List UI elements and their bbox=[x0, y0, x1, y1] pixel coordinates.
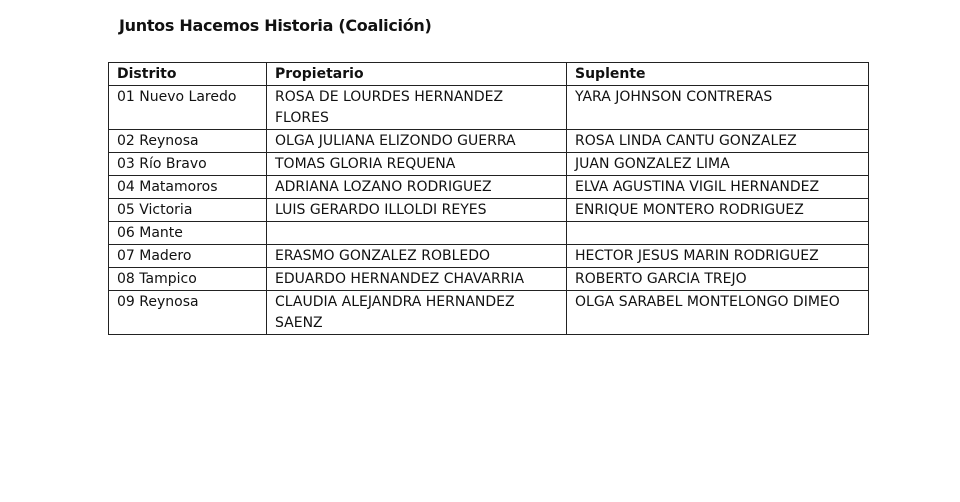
cell-distrito: 07 Madero bbox=[109, 245, 267, 268]
cell-suplente: HECTOR JESUS MARIN RODRIGUEZ bbox=[567, 245, 869, 268]
cell-propietario: OLGA JULIANA ELIZONDO GUERRA bbox=[267, 130, 567, 153]
header-distrito: Distrito bbox=[109, 63, 267, 86]
cell-propietario: LUIS GERARDO ILLOLDI REYES bbox=[267, 199, 567, 222]
cell-distrito: 04 Matamoros bbox=[109, 176, 267, 199]
cell-distrito: 02 Reynosa bbox=[109, 130, 267, 153]
table-row bbox=[109, 86, 869, 130]
table-row bbox=[109, 245, 869, 268]
cell-distrito: 09 Reynosa bbox=[109, 291, 267, 335]
table-row bbox=[109, 199, 869, 222]
cell-suplente: ELVA AGUSTINA VIGIL HERNANDEZ bbox=[567, 176, 869, 199]
candidates-table bbox=[108, 62, 869, 335]
table-row bbox=[109, 153, 869, 176]
table-row bbox=[109, 130, 869, 153]
cell-distrito: 01 Nuevo Laredo bbox=[109, 86, 267, 130]
cell-propietario: ERASMO GONZALEZ ROBLEDO bbox=[267, 245, 567, 268]
table-header-row bbox=[109, 63, 869, 86]
cell-suplente bbox=[567, 222, 869, 245]
cell-propietario: TOMAS GLORIA REQUENA bbox=[267, 153, 567, 176]
cell-propietario bbox=[267, 222, 567, 245]
cell-distrito: 06 Mante bbox=[109, 222, 267, 245]
cell-propietario: CLAUDIA ALEJANDRA HERNANDEZ SAENZ bbox=[267, 291, 567, 335]
cell-propietario: ADRIANA LOZANO RODRIGUEZ bbox=[267, 176, 567, 199]
cell-distrito: 03 Río Bravo bbox=[109, 153, 267, 176]
cell-distrito: 05 Victoria bbox=[109, 199, 267, 222]
cell-suplente: OLGA SARABEL MONTELONGO DIMEO bbox=[567, 291, 869, 335]
cell-distrito: 08 Tampico bbox=[109, 268, 267, 291]
header-suplente: Suplente bbox=[567, 63, 869, 86]
cell-propietario: ROSA DE LOURDES HERNANDEZ FLORES bbox=[267, 86, 567, 130]
cell-suplente: ROBERTO GARCIA TREJO bbox=[567, 268, 869, 291]
cell-suplente: ENRIQUE MONTERO RODRIGUEZ bbox=[567, 199, 869, 222]
cell-suplente: YARA JOHNSON CONTRERAS bbox=[567, 86, 869, 130]
table-row bbox=[109, 291, 869, 335]
table-row bbox=[109, 176, 869, 199]
cell-suplente: ROSA LINDA CANTU GONZALEZ bbox=[567, 130, 869, 153]
cell-suplente: JUAN GONZALEZ LIMA bbox=[567, 153, 869, 176]
header-propietario: Propietario bbox=[267, 63, 567, 86]
table-row bbox=[109, 222, 869, 245]
table-row bbox=[109, 268, 869, 291]
document-title: Juntos Hacemos Historia (Coalición) bbox=[119, 16, 432, 35]
cell-propietario: EDUARDO HERNANDEZ CHAVARRIA bbox=[267, 268, 567, 291]
